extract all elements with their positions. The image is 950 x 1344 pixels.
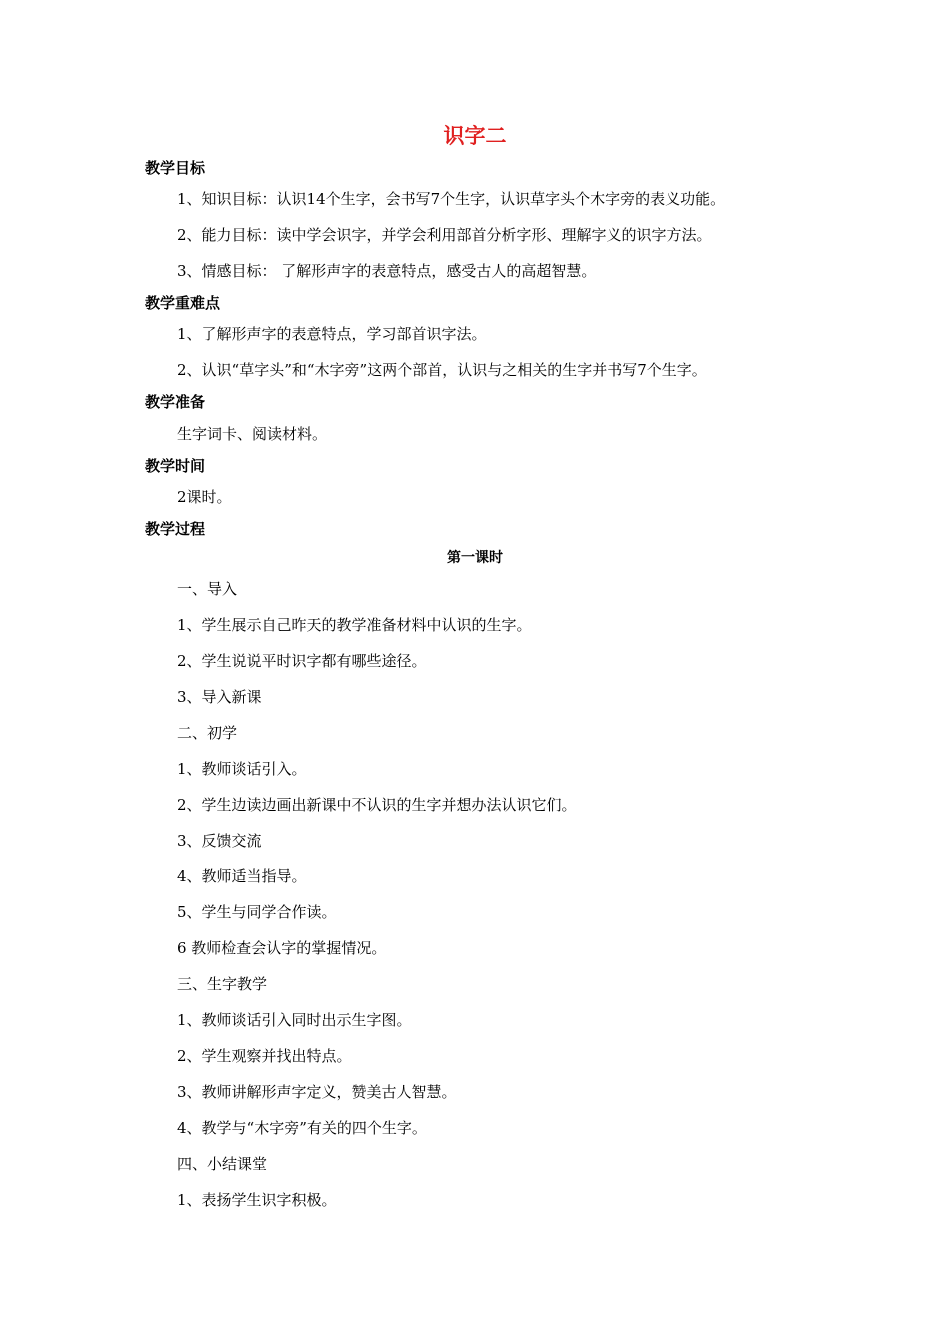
process-item: 4、教学与“木字旁”有关的四个生字。 (177, 1119, 427, 1137)
goal-item: 2、能力目标：读中学会识字，并学会利用部首分析字形、理解字义的识字方法。 (177, 226, 712, 244)
prep-item: 生字词卡、阅读材料。 (177, 425, 328, 443)
section-heading-goals: 教学目标 (145, 159, 206, 177)
lesson-subtitle: 第一课时 (447, 550, 503, 566)
process-item: 一、导入 (177, 580, 238, 598)
process-item: 2、学生观察并找出特点。 (177, 1047, 352, 1065)
process-item: 三、生字教学 (177, 975, 268, 993)
process-item: 1、教师谈话引入。 (177, 760, 307, 778)
section-heading-keypoints: 教学重难点 (145, 294, 221, 312)
section-heading-time: 教学时间 (145, 457, 206, 475)
process-item: 2、学生边读边画出新课中不认识的生字并想办法认识它们。 (177, 796, 577, 814)
keypoint-item: 2、认识“草字头”和“木字旁”这两个部首，认识与之相关的生字并书写7个生字。 (177, 361, 707, 379)
process-item: 6 教师检查会认字的掌握情况。 (177, 939, 387, 957)
process-item: 3、导入新课 (177, 688, 262, 706)
goal-item: 1、知识目标：认识14个生字，会书写7个生字，认识草字头个木字旁的表义功能。 (177, 190, 726, 208)
process-item: 3、反馈交流 (177, 832, 262, 850)
process-item: 1、表扬学生识字积极。 (177, 1191, 337, 1209)
process-item: 2、学生说说平时识字都有哪些途径。 (177, 652, 427, 670)
keypoint-item: 1、了解形声字的表意特点，学习部首识字法。 (177, 325, 487, 343)
process-item: 5、学生与同学合作读。 (177, 903, 337, 921)
process-item: 1、教师谈话引入同时出示生字图。 (177, 1011, 412, 1029)
section-heading-process: 教学过程 (145, 520, 206, 538)
time-item: 2课时。 (177, 488, 232, 506)
process-item: 4、教师适当指导。 (177, 867, 307, 885)
process-item: 四、小结课堂 (177, 1155, 268, 1173)
document-title: 识字二 (443, 124, 507, 148)
goal-item: 3、情感目标： 了解形声字的表意特点，感受古人的高超智慧。 (177, 262, 597, 280)
process-item: 二、初学 (177, 724, 238, 742)
process-item: 3、教师讲解形声字定义，赞美古人智慧。 (177, 1083, 457, 1101)
section-heading-prep: 教学准备 (145, 393, 206, 411)
process-item: 1、学生展示自己昨天的教学准备材料中认识的生字。 (177, 616, 532, 634)
